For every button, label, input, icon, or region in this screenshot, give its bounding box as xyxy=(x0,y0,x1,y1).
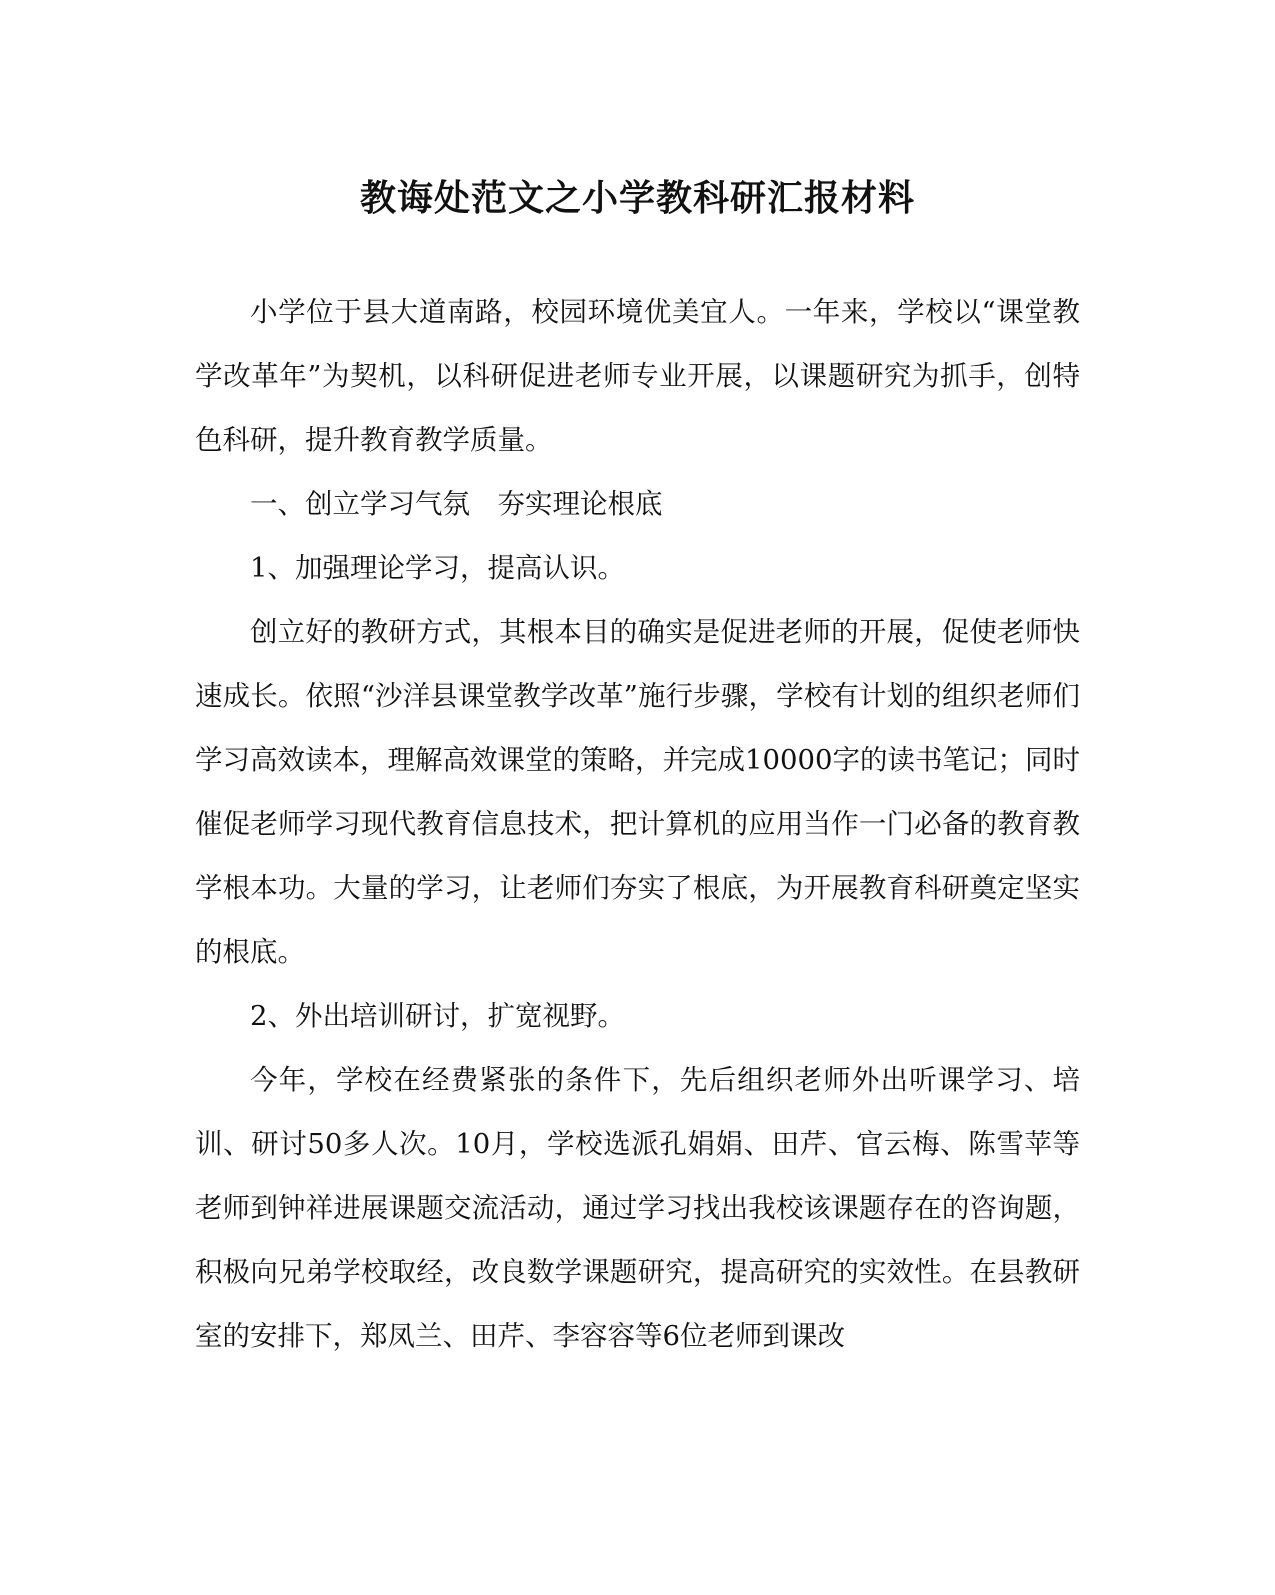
subheading-1: 1、加强理论学习，提高认识。 xyxy=(250,552,625,584)
paragraph-training: 今年，学校在经费紧张的条件下，先后组织老师外出听课学习、培训、研讨50多人次。10月，学校选派孔娟娟、田芹、官云梅、陈雪苹等老师到钟祥进展课题交流活动，通过学习找出我校该课题存在的咨询题，积极向兄弟学校取经，改良数学课题研究，提高研究的实效性。在县教研室的安排下，郑凤兰、田芹、李容容等6位老师到课改 xyxy=(195,1064,1080,1352)
document-body xyxy=(195,280,1080,1368)
document-title: 教诲处范文之小学教科研汇报材料 xyxy=(359,177,915,219)
subheading-2: 2、外出培训研讨，扩宽视野。 xyxy=(250,1000,625,1032)
section-heading-1: 一、创立学习气氛 夯实理论根底 xyxy=(250,488,663,520)
paragraph-intro: 小学位于县大道南路，校园环境优美宜人。一年来，学校以“课堂教学改革年”为契机，以科研促进老师专业开展，以课题研究为抓手，创特色科研，提升教育教学质量。 xyxy=(195,296,1080,456)
paragraph-theory-study: 创立好的教研方式，其根本目的确实是促进老师的开展，促使老师快速成长。依照“沙洋县课堂教学改革”施行步骤，学校有计划的组织老师们学习高效读本，理解高效课堂的策略，并完成10000字的读书笔记；同时催促老师学习现代教育信息技术，把计算机的应用当作一门必备的教育教学根本功。大量的学习，让老师们夯实了根底，为开展教育科研奠定坚实的根底。 xyxy=(195,616,1080,968)
